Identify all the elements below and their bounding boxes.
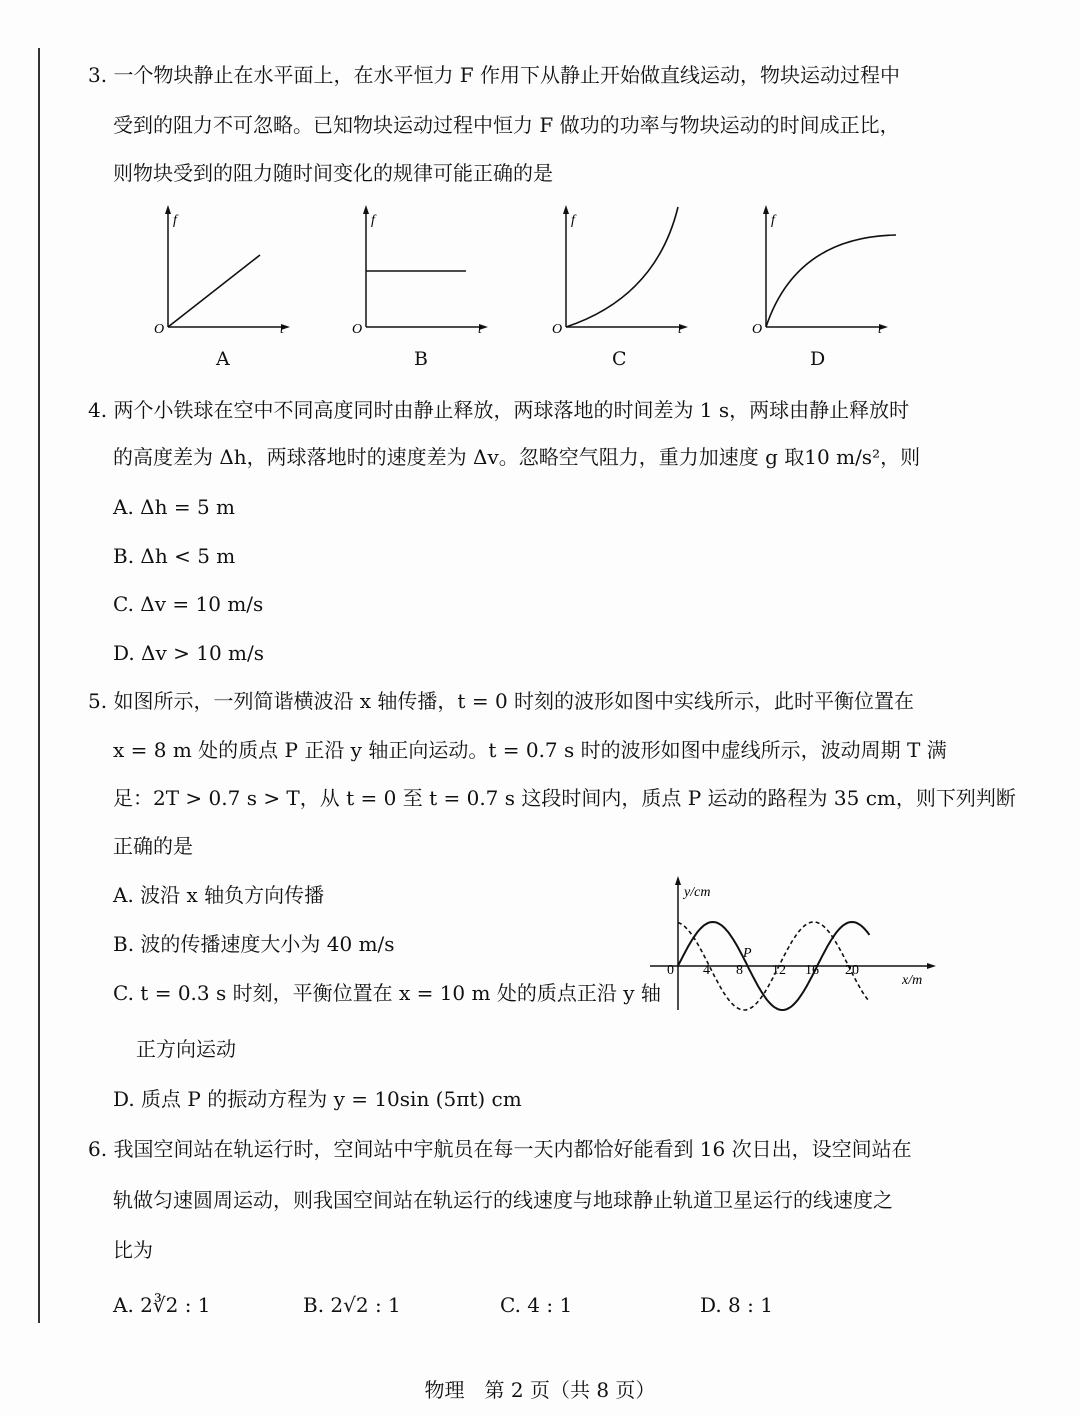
q3-line: 受到的阻力不可忽略。已知物块运动过程中恒力 F 做功的功率与物块运动的时间成正比， <box>113 113 900 137</box>
q6-line: 比为 <box>113 1238 153 1262</box>
svg-text:t: t <box>478 321 482 336</box>
svg-text:O: O <box>752 322 763 337</box>
svg-text:f: f <box>571 213 575 228</box>
graph-a <box>154 205 290 337</box>
wave-tick: 8 <box>736 963 743 978</box>
q5-line: 正确的是 <box>113 834 193 858</box>
svg-text:t: t <box>280 321 284 336</box>
wave-tick: 16 <box>805 963 819 978</box>
q6-option-a: A. 2∛2 : 1 <box>113 1293 211 1317</box>
svg-text:f: f <box>371 213 375 228</box>
q6-line: 轨做匀速圆周运动，则我国空间站在轨运行的线速度与地球静止轨道卫星运行的线速度之 <box>113 1188 893 1212</box>
q4-option: D. Δv > 10 m/s <box>113 641 265 665</box>
q5-option: B. 波的传播速度大小为 40 m/s <box>113 932 395 956</box>
q5-line: 5. 如图所示，一列简谐横波沿 x 轴传播，t = 0 时刻的波形如图中实线所示，此时平衡位置在 <box>88 689 915 713</box>
q4-option: B. Δh < 5 m <box>113 544 236 568</box>
point-p-label: P <box>743 946 752 961</box>
svg-text:f: f <box>173 213 177 228</box>
q3-line: 则物块受到的阻力随时间变化的规律可能正确的是 <box>113 161 553 185</box>
graph-label-a: A <box>216 348 230 370</box>
svg-text:t: t <box>878 321 882 336</box>
svg-text:t: t <box>678 321 682 336</box>
wave-tick: 4 <box>703 963 710 978</box>
q4-line: 4. 两个小铁球在空中不同高度同时由静止释放，两球落地的时间差为 1 s，两球由静止释放时 <box>88 398 910 422</box>
q5-option: D. 质点 P 的振动方程为 y = 10sin (5πt) cm <box>113 1087 522 1111</box>
svg-text:O: O <box>154 322 165 337</box>
graph-label-b: B <box>414 348 428 370</box>
q4-option: C. Δv = 10 m/s <box>113 592 264 616</box>
wave-xlabel: x/m <box>902 973 923 988</box>
q5-option: C. t = 0.3 s 时刻，平衡位置在 x = 10 m 处的质点正沿 y 轴 <box>113 981 661 1005</box>
q3-line: 3. 一个物块静止在水平面上，在水平恒力 F 作用下从静止开始做直线运动，物块运动过程中 <box>88 63 901 87</box>
wave-origin: 0 <box>667 963 674 978</box>
wave-tick: 20 <box>845 963 859 978</box>
q5-line: 足：2T > 0.7 s > T，从 t = 0 至 t = 0.7 s 这段时间内，质点 P 运动的路程为 35 cm，则下列判断 <box>113 786 1016 810</box>
q5-option: A. 波沿 x 轴负方向传播 <box>113 883 325 907</box>
graph-label-d: D <box>810 348 826 370</box>
q5-option-cont: 正方向运动 <box>136 1037 236 1061</box>
q6-option-c: C. 4 : 1 <box>500 1293 573 1317</box>
graph-b <box>352 205 488 337</box>
wave-ylabel: y/cm <box>684 885 711 900</box>
q4-option: A. Δh = 5 m <box>113 495 236 519</box>
q3-graphs <box>0 195 1080 345</box>
svg-text:f: f <box>771 213 775 228</box>
q5-line: x = 8 m 处的质点 P 正沿 y 轴正向运动。t = 0.7 s 时的波形如图中虚线所示，波动周期 T 满 <box>113 738 947 762</box>
q6-option-d: D. 8 : 1 <box>700 1293 773 1317</box>
graph-c <box>552 205 688 337</box>
q6-line: 6. 我国空间站在轨运行时，空间站中宇航员在每一天内都恰好能看到 16 次日出，设空间站在 <box>88 1137 912 1161</box>
wave-figure <box>640 870 940 1020</box>
svg-text:O: O <box>552 322 563 337</box>
q6-option-b: B. 2√2 : 1 <box>303 1293 401 1317</box>
graph-d <box>752 205 896 337</box>
q4-line: 的高度差为 Δh，两球落地时的速度差为 Δv。忽略空气阻力，重力加速度 g 取10 m/s²，则 <box>113 445 921 469</box>
graph-label-c: C <box>612 348 627 370</box>
wave-tick: 12 <box>772 963 786 978</box>
page-footer: 物理 第 2 页（共 8 页） <box>424 1378 656 1402</box>
svg-text:O: O <box>352 322 363 337</box>
